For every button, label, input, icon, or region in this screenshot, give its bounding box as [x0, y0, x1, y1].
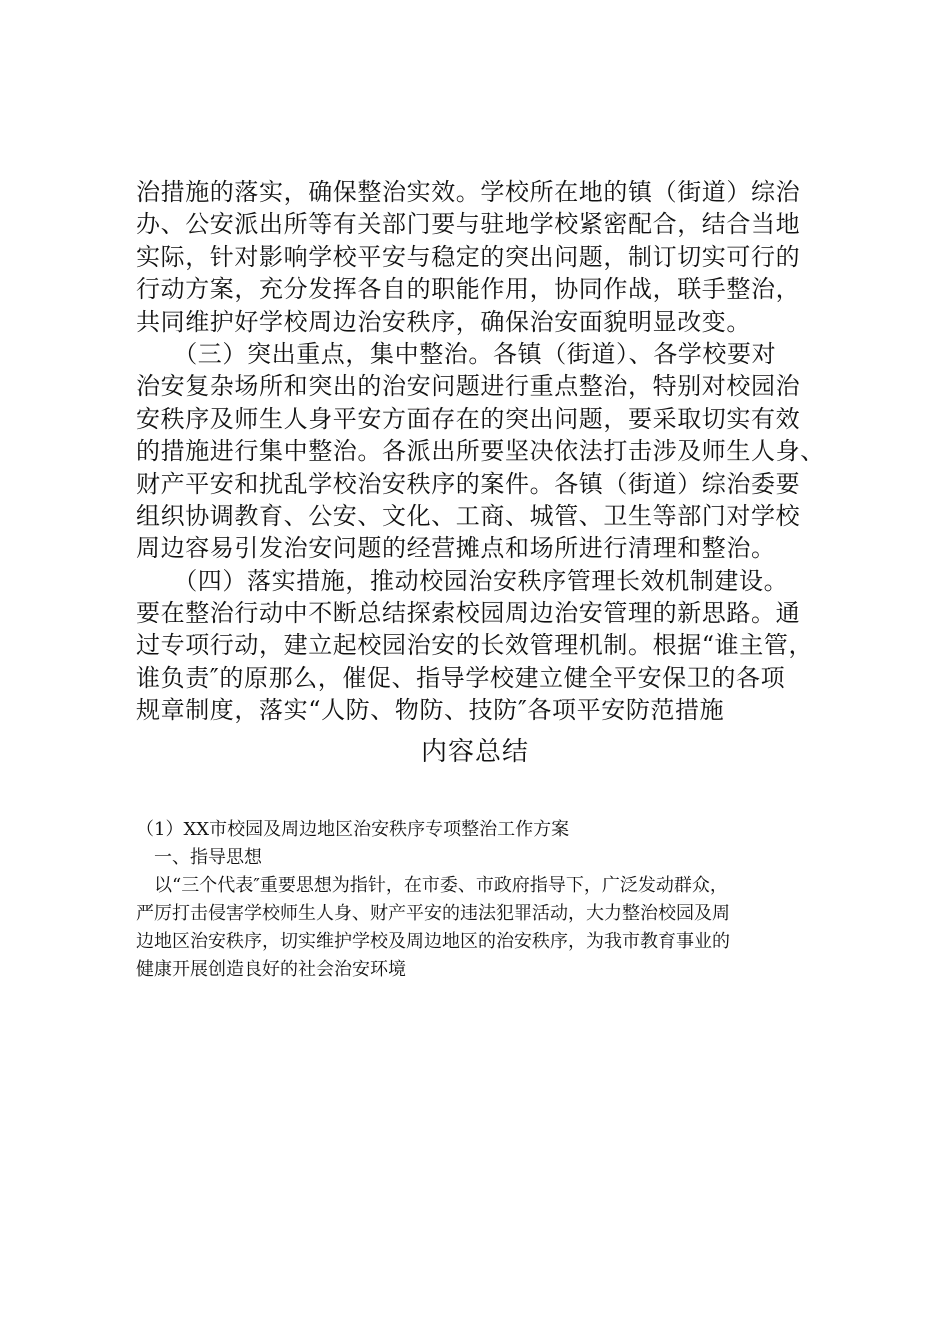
summary-line: 一、指导思想 [136, 847, 262, 868]
body-line: 组织协调教育、公安、文化、工商、城管、卫生等部门对学校 [136, 501, 801, 530]
body-line: 办、公安派出所等有关部门要与驻地学校紧密配合，结合当地 [136, 210, 801, 239]
summary-line: （1）XX市校园及周边地区治安秩序专项整治工作方案 [136, 819, 570, 840]
summary-line: 健康开展创造良好的社会治安环境 [136, 959, 406, 980]
body-line: （三）突出重点，集中整治。各镇（街道）、各学校要对 [136, 339, 777, 368]
body-line: （四）落实措施，推动校园治安秩序管理长效机制建设。 [136, 566, 789, 595]
body-line: 规章制度，落实“人防、物防、技防″各项平安防范措施 [136, 696, 725, 725]
summary-line: 以“三个代表″重要思想为指针，在市委、市政府指导下，广泛发动群众， [136, 875, 728, 896]
body-line: 要在整治行动中不断总结探索校园周边治安管理的新思路。通 [136, 599, 801, 628]
body-line: 治措施的落实，确保整治实效。学校所在地的镇（街道）综治 [136, 178, 801, 206]
summary-line: 边地区治安秩序，切实维护学校及周边地区的治安秩序，为我市教育事业的 [136, 931, 730, 952]
body-line: 治安复杂场所和突出的治安问题进行重点整治，特别对校园治 [136, 372, 801, 401]
body-line: 过专项行动，建立起校园治安的长效管理机制。根据“谁主管， [136, 631, 814, 660]
body-line: 谁负责″的原那么，催促、指导学校建立健全平安保卫的各项 [136, 663, 786, 692]
body-line: 安秩序及师生人身平安方面存在的突出问题，要采取切实有效 [136, 404, 801, 433]
summary-line: 严厉打击侵害学校师生人身、财产平安的违法犯罪活动，大力整治校园及周 [136, 903, 730, 924]
body-line: 周边容易引发治安问题的经营摊点和场所进行清理和整治。 [136, 534, 776, 563]
body-text [136, 176, 836, 727]
summary-section [136, 816, 836, 984]
body-line: 实际，针对影响学校平安与稳定的突出问题，制订切实可行的 [136, 242, 801, 271]
body-line: 财产平安和扰乱学校治安秩序的案件。各镇（街道）综治委要 [136, 469, 801, 498]
body-line: 行动方案，充分发挥各自的职能作用，协同作战，联手整治， [136, 275, 801, 304]
summary-title: 内容总结 [420, 737, 529, 767]
body-line: 的措施进行集中整治。各派出所要坚决依法打击涉及师生人身、 [136, 437, 825, 466]
body-line: 共同维护好学校周边治安秩序，确保治安面貌明显改变。 [136, 307, 751, 336]
